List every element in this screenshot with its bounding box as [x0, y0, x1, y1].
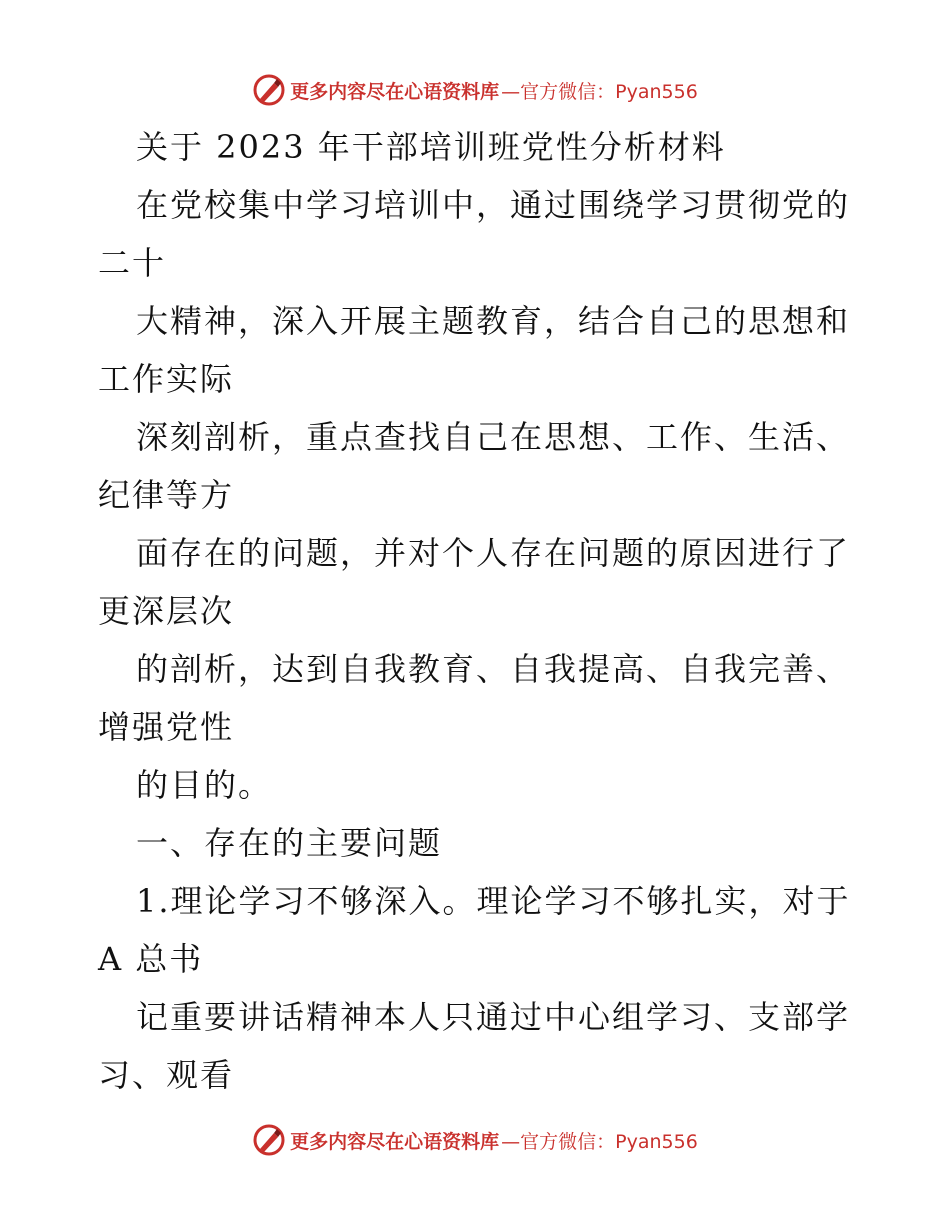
text-line: 习、观看 — [98, 1056, 235, 1094]
pen-logo-icon — [252, 1123, 286, 1157]
text-line: 记重要讲话精神本人只通过中心组学习、支部学 — [136, 998, 851, 1036]
text-line: 纪律等方 — [98, 476, 235, 514]
promo-text: 更多内容尽在心语资料库 — [290, 80, 500, 103]
text-line: 的目的。 — [136, 766, 273, 804]
wechat-text: —官方微信：Pyan556 — [501, 80, 698, 103]
section-heading: 一、存在的主要问题 — [136, 824, 443, 862]
text-line: 关于 2023 年干部培训班党性分析材料 — [136, 128, 726, 166]
text-line: 在党校集中学习培训中，通过围绕学习贯彻党的 — [136, 186, 851, 224]
text-line: 的剖析，达到自我教育、自我提高、自我完善、 — [136, 650, 851, 688]
document-body — [98, 118, 858, 1104]
text-line: A 总书 — [98, 940, 204, 978]
pen-logo-icon — [252, 73, 286, 107]
text-line: 增强党性 — [98, 708, 235, 746]
footer-banner — [0, 1120, 950, 1160]
text-line: 1.理论学习不够深入。理论学习不够扎实，对于 — [136, 882, 851, 920]
text-line: 二十 — [98, 244, 167, 282]
wechat-text: —官方微信：Pyan556 — [501, 1130, 698, 1153]
text-line: 更深层次 — [98, 592, 235, 630]
text-line: 大精神，深入开展主题教育，结合自己的思想和 — [136, 302, 851, 340]
promo-text: 更多内容尽在心语资料库 — [290, 1130, 500, 1153]
text-line: 工作实际 — [98, 360, 235, 398]
text-line: 深刻剖析，重点查找自己在思想、工作、生活、 — [136, 418, 851, 456]
text-line: 面存在的问题，并对个人存在问题的原因进行了 — [136, 534, 851, 572]
header-banner — [0, 70, 950, 110]
